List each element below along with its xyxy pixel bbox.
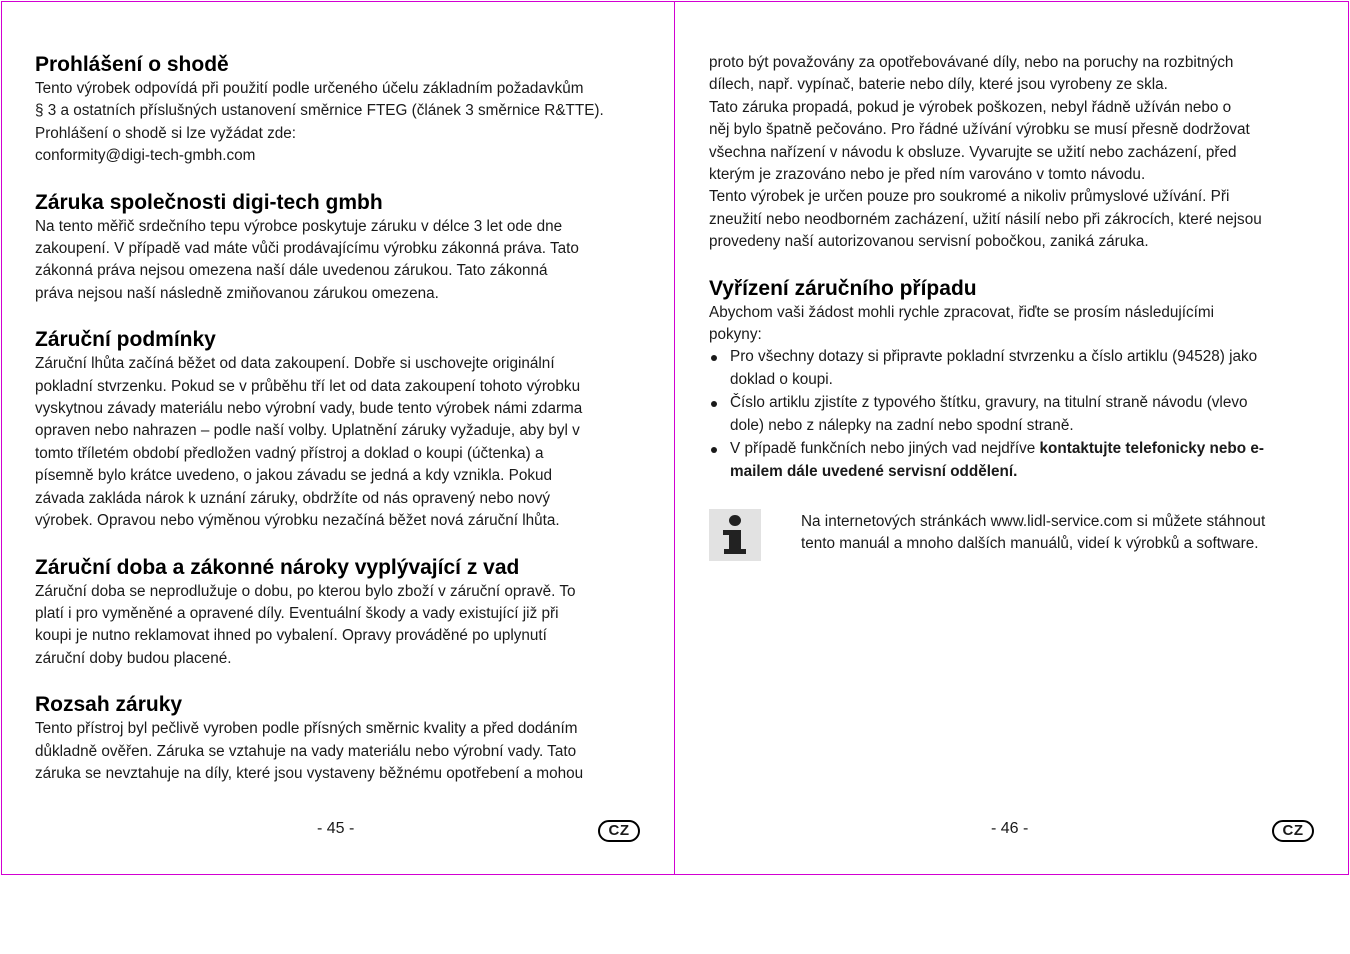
- section-heading: Záruční doba a zákonné nároky vyplývající z vad: [35, 555, 520, 579]
- page-number: - 45 -: [317, 820, 355, 837]
- text-line: závada zakláda nárok k uznání záruky, obdržíte od nás opravený nebo nový: [35, 489, 551, 507]
- text-line: výrobek. Opravou nebo výměnou výrobku nezačíná běžet nová záruční lhůta.: [35, 512, 560, 530]
- section-heading: Rozsah záruky: [35, 693, 183, 717]
- text-line: zneužití nebo neodborném zacházení, užití násilí nebo při zákrocích, které nejsou: [709, 210, 1262, 228]
- text-line: Tento výrobek odpovídá při použití podle určeného účelu základním požadavkům: [35, 80, 584, 97]
- text-line: práva nejsou naší následně zmiňovanou zárukou omezena.: [35, 284, 439, 302]
- text-line: platí i pro vyměněné a opravené díly. Eventuální škody a vady existující již při: [35, 604, 559, 622]
- section-warranty-company: [35, 190, 643, 306]
- text-line: Záruční lhůta začíná běžet od data zakoupení. Dobře si uschovejte originální: [35, 355, 555, 373]
- text-line: koupi je nutno reklamovat ihned po vybalení. Opravy prováděné po uplynutí: [35, 627, 547, 645]
- text-line: dole) nebo z nálepky na zadní nebo spodní straně.: [730, 416, 1074, 434]
- text-line: Záruční doba se neprodlužuje o dobu, po kterou bylo zboží v záruční opravě. To: [35, 582, 576, 600]
- list-item: [709, 346, 1313, 391]
- section-warranty-conditions: [35, 327, 643, 532]
- text-line: doklad o koupi.: [730, 370, 833, 388]
- section-declaration-of-conformity: [35, 52, 643, 168]
- text-line: záruka se nevztahuje na díly, které jsou vystaveny běžnému opotřebení a mohou: [35, 764, 584, 782]
- text-line: opraven nebo nahrazen – podle naší volby. Uplatnění záruky vyžaduje, aby byl v: [35, 422, 580, 440]
- text-line: dílech, např. vypínač, baterie nebo díly, které jsou vyrobeny ze skla.: [709, 76, 1168, 94]
- info-text: [801, 511, 1313, 556]
- text-line: Pro všechny dotazy si připravte pokladní stvrzenku a číslo artiklu (94528) jako: [730, 348, 1258, 366]
- text-line: zákonná práva nejsou omezena naší dále uvedenou zárukou. Tato zákonná: [35, 262, 548, 280]
- text-line: Tento přístroj byl pečlivě vyroben podle přísných směrnic kvality a před dodáním: [35, 720, 578, 738]
- instruction-list: [709, 346, 1313, 482]
- section-heading: Záruční podmínky: [35, 328, 216, 352]
- text-line: proto být považovány za opotřebovávané díly, nebo na poruchy na rozbitných: [709, 54, 1234, 71]
- emphasis-text: kontaktujte telefonicky nebo e-: [1039, 440, 1264, 458]
- emphasis-text: mailem dále uvedené servisní oddělení.: [730, 462, 1018, 480]
- info-note: [709, 509, 1313, 565]
- section-warranty-scope: [35, 692, 643, 785]
- text-line: Na tento měřič srdečního tepu výrobce poskytuje záruku v délce 3 let ode dne: [35, 217, 563, 235]
- text-line: kterým je zrazováno nebo je před ním varováno v tomto návodu.: [709, 166, 1146, 184]
- text-line: Číslo artiklu zjistíte z typového štítku, gravury, na titulní straně návodu (vlevo: [730, 394, 1248, 412]
- text-line: záruční doby budou placené.: [35, 649, 232, 667]
- section-warranty-period-claims: [35, 555, 643, 671]
- text-line: tomto tříletém období předložen vadný přístroj a doklad o koupi (účtenka) a: [35, 444, 544, 462]
- list-item: [709, 392, 1313, 437]
- text-line: něj bylo špatně pečováno. Pro řádné užívání výrobku se musí přesně dodržovat: [709, 121, 1250, 139]
- section-heading: Prohlášení o shodě: [35, 53, 229, 76]
- text-line: pokyny:: [709, 326, 762, 344]
- section-heading: Vyřízení záručního případu: [709, 276, 977, 300]
- info-icon: [709, 509, 761, 561]
- text-line: Tato záruka propadá, pokud je výrobek poškozen, nebyl řádně užíván nebo o: [709, 98, 1232, 116]
- text-line: důkladně ověřen. Záruka se vztahuje na vady materiálu nebo výrobní vady. Tato: [35, 742, 577, 760]
- conformity-email: conformity@digi-tech-gmbh.com: [35, 147, 256, 165]
- page-number: - 46 -: [991, 820, 1029, 837]
- section-warranty-claim-handling: [709, 276, 1313, 483]
- right-page-content: [709, 52, 1313, 565]
- warranty-scope-continuation: [709, 52, 1313, 254]
- text-line: Abychom vaši žádost mohli rychle zpracovat, řiďte se prosím následujícími: [709, 303, 1215, 321]
- text-line: vyskytnou závady materiálu nebo výrobní vady, bude tento výrobek námi zdarma: [35, 400, 583, 418]
- text-line: Na internetových stránkách www.lidl-service.com si můžete stáhnout: [801, 512, 1266, 530]
- right-page: [674, 1, 1349, 875]
- left-page: [1, 1, 675, 875]
- list-item: [709, 438, 1313, 483]
- text-line: pokladní stvrzenku. Pokud se v průběhu tří let od data zakoupení tohoto výrobku: [35, 377, 581, 395]
- text-line: písemně bylo krátce uvedeno, o jakou závadu se jedná a kdy vznikla. Pokud: [35, 467, 553, 485]
- text-line: zakoupení. V případě vad máte vůči prodávajícímu výrobku zákonná práva. Tato: [35, 240, 579, 258]
- text-line: všechna nařízení v návodu k obsluze. Vyvarujte se užití nebo zacházení, před: [709, 143, 1237, 161]
- text-line: tento manuál a mnoho dalších manuálů, videí k výrobků a software.: [801, 535, 1259, 553]
- text-line: Tento výrobek je určen pouze pro soukromé a nikoliv průmyslové užívání. Při: [709, 188, 1230, 206]
- section-heading: Záruka společnosti digi-tech gmbh: [35, 190, 383, 214]
- language-badge: CZ: [1272, 820, 1314, 842]
- text-line: Prohlášení o shodě si lze vyžádat zde:: [35, 124, 297, 142]
- text-line: V případě funkčních nebo jiných vad nejdříve: [730, 440, 1040, 458]
- text-line: provedeny naší autorizovanou servisní pobočkou, zaniká záruka.: [709, 233, 1149, 251]
- left-page-content: [35, 52, 643, 807]
- language-badge: CZ: [598, 820, 640, 842]
- text-line: § 3 a ostatních příslušných ustanovení směrnice FTEG (článek 3 směrnice R&TTE).: [35, 102, 604, 120]
